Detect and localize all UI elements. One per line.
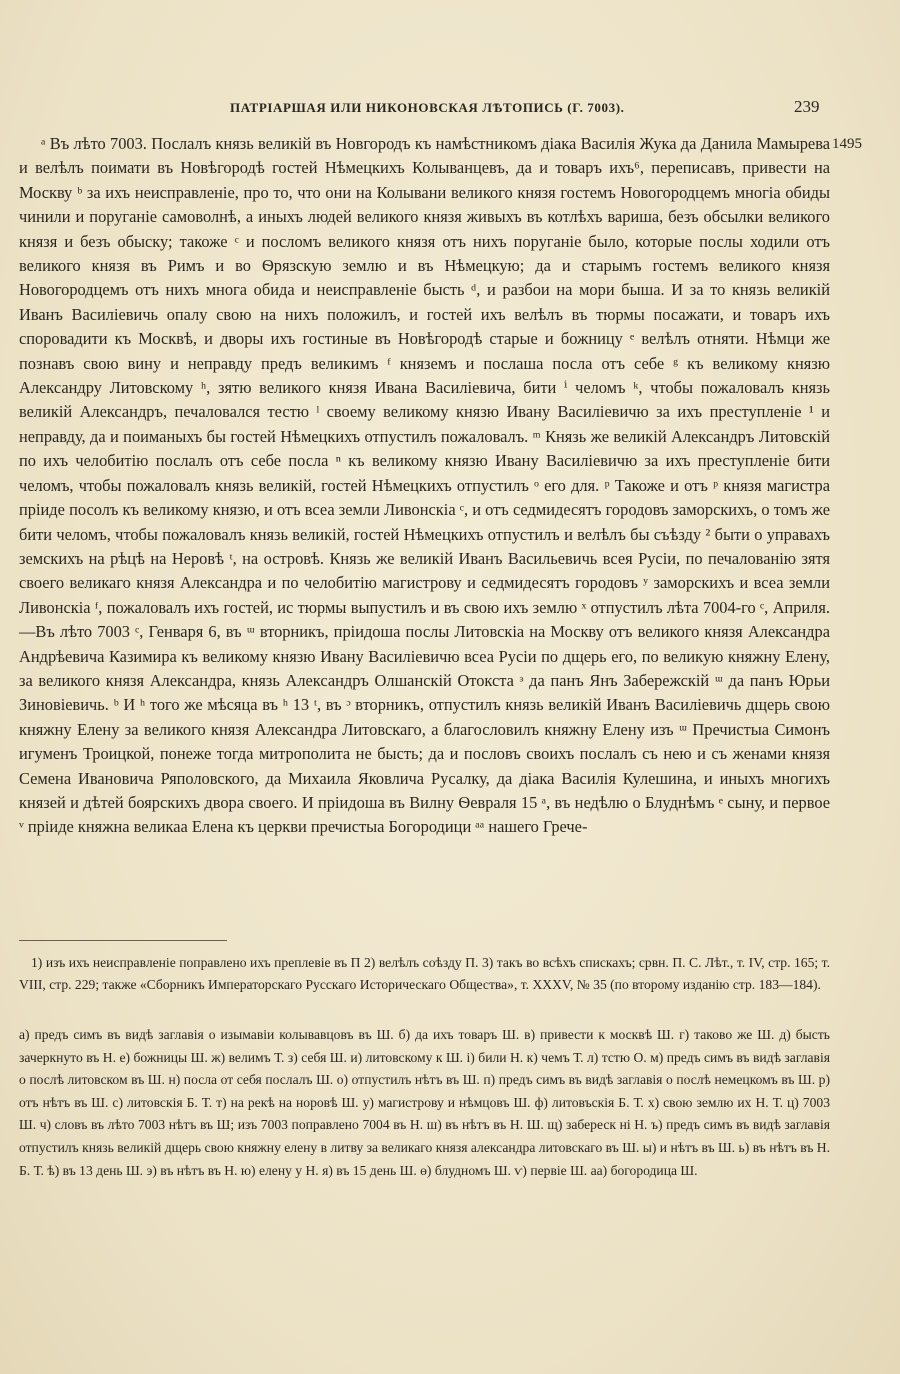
running-head: ПАТРІАРШАЯ ИЛИ НИКОНОВСКАЯ ЛѢТОПИСЬ (Г. 7003). — [230, 100, 625, 115]
variant-readings: а) предъ симъ въ видѣ заглавія о изымавіи колывавцовъ въ Ш. б) да ихъ товаръ Ш. в) привести к москвѣ Ш. г) таково же Ш. д) бысть зачеркнуто въ Н. е) божницы Ш. ж) велимъ Т. з) себя Ш. и) литовскому к Ш. і) били Н. к) чемъ Т. л) тстю О. м) предъ симъ въ видѣ заглавія о послѣ литовском въ Ш. н) посла от себя послалъ Ш. о) отпустилъ нѣтъ въ Ш. п) предъ симъ въ видѣ заглавія о послѣ немецкомъ въ Ш. р) отъ нѣтъ въ Ш. с) литовскія Б. Т. т) на рекѣ на норовѣ Ш. у) магистрову и нѣмцовъ Ш. ф) литовъскія Б. Т. х) свою землю их Н. Т. ц) 7003 Ш. ч) словъ въ лѣто 7003 нѣтъ въ Ш; изъ 7003 поправлено 7004 въ Н. ш) въ нѣтъ въ Н. Ш. щ) забереск ні Н. ъ) предъ симъ въ видѣ заглавія отпустилъ князь великій дщерь свою княжну елену в литву за великаго князя александра литовскаго въ Ш. ы) и нѣтъ въ Ш. ь) въ нѣтъ въ Н. Б. Т. ѣ) въ 13 день Ш. э) въ нѣтъ въ Н. ю) елену у Н. я) въ 15 день Ш. ѳ) блудномъ Ш. ѵ) первіе Ш. аа) богородица Ш. — [19, 1027, 830, 1178]
margin-year: 1495 — [832, 136, 862, 152]
numbered-footnotes: 1) изъ ихъ неисправленіе поправлено ихъ преплевіе въ П 2) велѣлъ соѣзду П. 3) такъ во всѣхъ спискахъ; срвн. П. С. Лѣт., т. IV, стр. 165; т. VIII, стр. 229; также «Сборникъ Императорскаго Русскаго Историческаго Общества», т. XXXV, № 35 (по второму изданію стр. 183—184). — [19, 955, 830, 993]
footnote-divider — [19, 940, 227, 941]
main-text: ᵃ Въ лѣто 7003. Послалъ князь великій въ Новгородъ къ намѣстникомъ діака Василія Жука да Данила Мамырева и велѣлъ поимати въ Новѣгородѣ гостей Нѣмецкихъ Колыванцевъ, да и товаръ ихъ⁶, переписавъ, привести на Москву ᵇ за ихъ неисправленіе, про то, что они на Колывани великого князя гостемъ Новогородцемъ многіа обиды чинили и поруганіе самоволнѣ, а иныхъ людей великого князя живыхъ въ котлѣхъ вариша, безъ обсылки великого князя и безъ обыску; такоже ᶜ и посломъ великого князя отъ нихъ поруганіе было, которые послы ходили отъ великого князя въ Римъ и во Ѳрязскую землю и въ Нѣмецкую; да и старымъ гостемъ великого князя Новогородцемъ отъ нихъ многа обида и неисправленіе бысть ᵈ, и разбои на мори быша. И за то князь великій Иванъ Василіевичь опалу свою на нихъ положилъ, и гостей ихъ велѣлъ въ тюрмы посажати, и товаръ ихъ споровадити къ Москвѣ, и дворы ихъ гостиные въ Новѣгородѣ старые и божницу ᵉ велѣлъ отняти. Нѣмци же познавъ свою вину и неправду предъ великимъ ᶠ княземъ и послаша посла отъ себе ᵍ къ великому князю Александру Литовскому ʰ, зятю великого князя Ивана Василіевича, бити ⁱ челомъ ᵏ, чтобы пожаловалъ князь великій Александръ, печаловался тестю ˡ своему великому князю Ивану Василіевичю за ихъ преступленіе ¹ и неправду, да и поиманыхъ бы гостей Нѣмецкихъ отпустилъ пожаловалъ. ᵐ Князь же великій Александръ Литовскій по ихъ челобитію послалъ отъ себе посла ⁿ къ великому князю Ивану Василіевичю за ихъ преступленіе бити челомъ, чтобы пожаловалъ князь великій, гостей Нѣмецкихъ отпустилъ ᵒ его для. ᵖ Такоже и отъ ᵖ князя магистра пріиде посолъ къ великому князю, и отъ всеа земли Ливонскіа ᶜ, и отъ седмидесятъ городовъ заморскихъ, о томъ же бити челомъ, чтобы пожаловалъ князь великій, гостей Нѣмецкихъ отпустилъ и велѣлъ бы съѣзду ² быти о управахъ земскихъ на рѣцѣ на Неровѣ ᵗ, на островѣ. Князь же великій Иванъ Васильевичь всея Русіи, по печалованію зятя своего великаго князя Александра и по челобитію магистрову и седмидесятъ городовъ ʸ заморскихъ и всеа земли Ливонскіа ᶠ, пожаловалъ ихъ гостей, ис тюрмы выпустилъ и въ свою ихъ землю ˣ отпустилъ лѣта 7004-го ᶜ, Априля.—Въ лѣто 7003 ᶜ, Генваря 6, въ ᵚ вторникъ, пріидоша послы Литовскіа на Москву отъ великого князя Александра Андрѣевича Казимира къ великому князю Ивану Василіевичю всеа Русіи по дщерь его, по великую княжну Елену, за великого князя Александра, князь Александръ Олшанскій Отокста ᶟ да панъ Янъ Забережскій ᵚ да панъ Юрьи Зиновіевичь. ᵇ И ʰ того же мѣсяца въ ʰ 13 ᵗ, въ ᵓ вторникъ, отпустилъ князь великій Иванъ Василіевичь дщерь свою княжну Елену за великого князя Александра Литовскаго, а благословилъ княжну Елену изъ ᵚ Пречистыа Симонъ игуменъ Троицкой, понеже тогда митрополита не бысть; да и пословъ своихъ послалъ съ нею и съ женами князя Семена Ивановича Ряполовского, да Михаила Яковлича Русалку, да діака Василія Кулешина, и иныхъ многихъ князей и дѣтей боярскихъ двора своего. И пріидоша въ Вилну Ѳевраля 15 ᵃ, въ недѣлю о Блуднѣмъ ᵉ сыну, и первое ᵛ пріиде княжна великаа Елена къ церкви пречистыа Богородици ᵃᵃ нашего Грече- — [19, 134, 830, 837]
page-number: 239 — [794, 97, 820, 116]
